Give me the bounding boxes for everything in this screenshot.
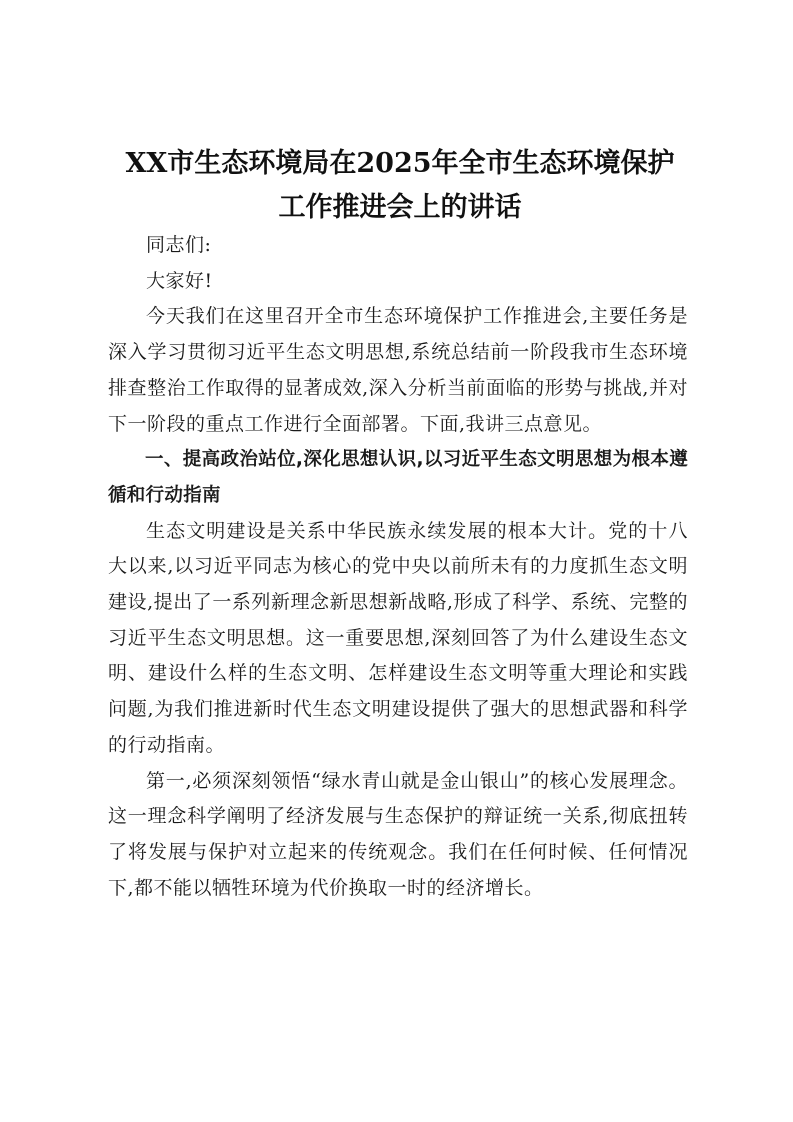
section-1-paragraph-1: 生态文明建设是关系中华民族永续发展的根本大计。党的十八大以来,以习近平同志为核心的党中央以前所未有的力度抓生态文明建设,提出了一系列新理念新思想新战略,形成了科学、系统、完整的习近平生态文明思想。这一重要思想,深刻回答了为什么建设生态文明、建设什么样的生态文明、怎样建设生态文明等重大理论和实践问题,为我们推进新时代生态文明建设提供了强大的思想武器和科学的行动指南。 <box>108 519 688 756</box>
intro-paragraph: 今天我们在这里召开全市生态环境保护工作推进会,主要任务是深入学习贯彻习近平生态文明思想,系统总结前一阶段我市生态环境排查整治工作取得的显著成效,深入分析当前面临的形势与挑战,并对下一阶段的重点工作进行全面部署。下面,我讲三点意见。 <box>108 305 688 435</box>
greeting: 大家好! <box>146 269 213 292</box>
document-title-line-2: 工作推进会上的讲话 <box>278 192 522 223</box>
document-title-line-1: XX市生态环境局在2025年全市生态环境保护 <box>125 148 675 179</box>
section-1-paragraph-2: 第一,必须深刻领悟“绿水青山就是金山银山”的核心发展理念。这一理念科学阐明了经济发展与生态保护的辩证统一关系,彻底扭转了将发展与保护对立起来的传统观念。我们在任何时候、任何情况下,都不能以牺牲环境为代价换取一时的经济增长。 <box>108 769 688 899</box>
section-1-heading: 一、提高政治站位,深化思想认识,以习近平生态文明思想为根本遵循和行动指南 <box>108 449 688 506</box>
salutation: 同志们: <box>146 234 212 256</box>
document-body <box>108 228 688 906</box>
